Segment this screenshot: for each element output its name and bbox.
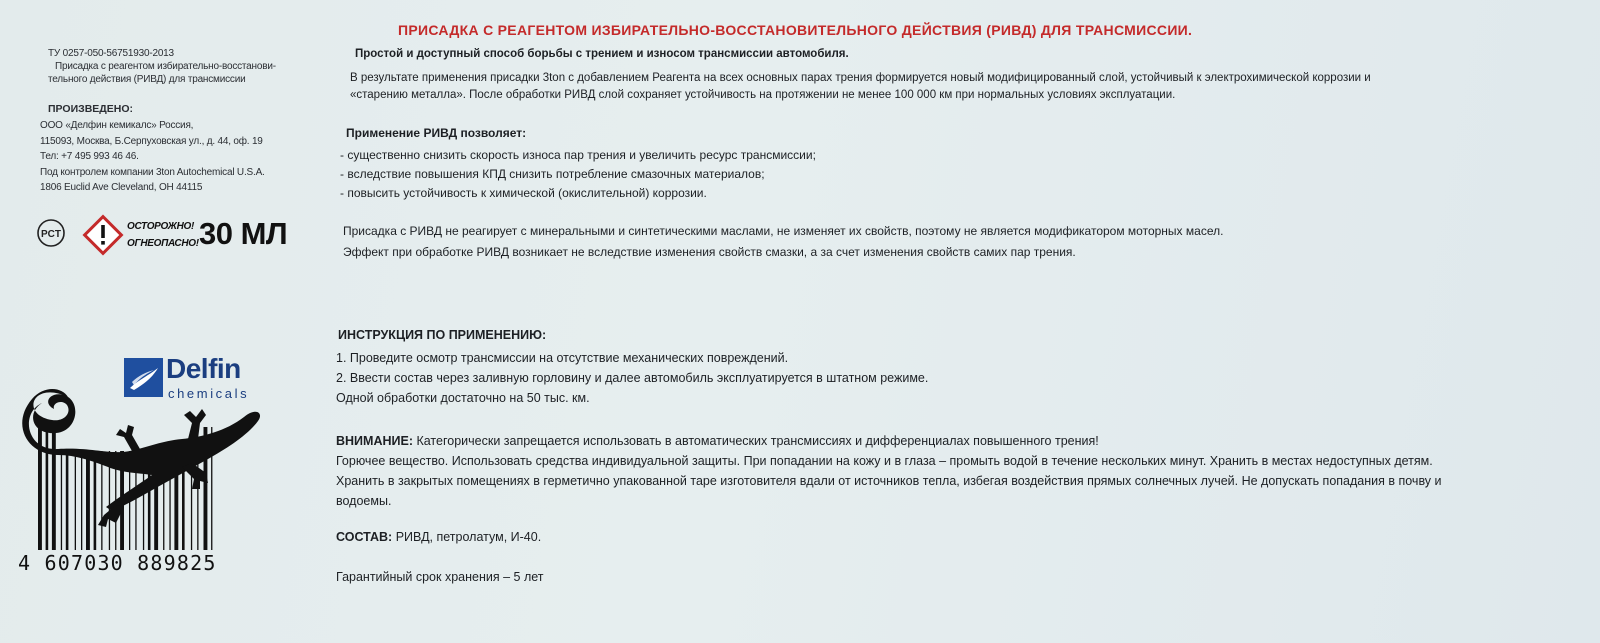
brand-subtitle: chemicals [168, 386, 250, 401]
attention-text: Категорически запрещается использовать в автоматических трансмиссиях и дифференциалах повышенного трения! [413, 434, 1099, 448]
warning-caution: ОСТОРОЖНО! [127, 221, 195, 232]
composition-label: СОСТАВ: [336, 530, 393, 544]
warning-text [127, 218, 199, 252]
barcode-bar [46, 427, 49, 550]
produced-title: ПРОИЗВЕДЕНО: [48, 103, 134, 115]
tu-line: тельного действия (РИВД) для трансмиссии [48, 74, 246, 85]
warning-flammable: ОГНЕОПАСНО! [127, 238, 199, 249]
composition [336, 530, 541, 544]
effect-paragraph [343, 221, 1223, 263]
composition-value: РИВД, петролатум, И-40. [392, 530, 542, 544]
tu-line: ТУ 0257-050-56751930-2013 [48, 48, 174, 59]
intro-title: Простой и доступный способ борьбы с трением и износом трансмиссии автомобиля. [355, 48, 849, 60]
barcode-bar [52, 427, 56, 550]
shelf-life: Гарантийный срок хранения – 5 лет [336, 570, 544, 584]
produced-line: 115093, Москва, Б.Серпуховская ул., д. 44, оф. 19 [40, 135, 263, 147]
description-paragraph [350, 70, 1371, 104]
barcode-bar [66, 451, 69, 550]
barcode-bar [61, 451, 62, 550]
produced-line: Тел: +7 495 993 46 46. [40, 151, 139, 162]
produced-line: 1806 Euclid Ave Cleveland, OH 44115 [40, 182, 203, 193]
instructions-list [336, 348, 928, 408]
attention-line: водоемы. [336, 494, 392, 508]
pct-certification-icon [36, 218, 66, 248]
paragraph-line: Присадка с РИВД не реагирует с минеральными и синтетическими маслами, не изменяет их свойств, поэтому не является модификатором моторных масел. [343, 224, 1224, 238]
barcode-bar [94, 451, 97, 550]
instruction-note: Одной обработки достаточно на 50 тыс. км. [336, 391, 590, 405]
instructions-title: ИНСТРУКЦИЯ ПО ПРИМЕНЕНИЮ: [338, 328, 547, 342]
benefits-list [340, 146, 816, 203]
delfin-logo-icon [124, 358, 163, 397]
flammable-hazard-icon [82, 214, 124, 256]
benefits-title: Применение РИВД позволяет: [346, 126, 527, 140]
paragraph-line: Эффект при обработке РИВД возникает не вследствие изменения свойств смазки, а за счет изменения свойств самих пар трения. [343, 245, 1076, 259]
tu-block [48, 47, 276, 86]
benefit-item: - существенно снизить скорость износа пар трения и увеличить ресурс трансмиссии; [340, 148, 816, 162]
svg-text:PCT: PCT [41, 229, 61, 240]
benefit-item: - вследствие повышения КПД снизить потребление смазочных материалов; [340, 167, 765, 181]
attention-line: Хранить в закрытых помещениях в герметично упакованной таре изготовителя вдали от источников тепла, избегая воздействия прямых солнечных лучей. Не допускать попадания в почву и [336, 474, 1442, 488]
barcode-bar [81, 451, 82, 550]
instruction-step: 1. Проведите осмотр трансмиссии на отсутствие механических повреждений. [336, 351, 789, 365]
tu-line: Присадка с реагентом избирательно-восстанови- [55, 61, 276, 72]
barcode-bar [101, 451, 102, 550]
volume-label: 30 МЛ [199, 216, 288, 251]
paragraph-line: «старению металла». После обработки РИВД слой сохраняет устойчивость на протяжении не менее 100 000 км при нормальных условиях эксплуатации. [350, 89, 1176, 101]
barcode-number: 4 607030 889825 [18, 551, 217, 575]
barcode-bar [75, 451, 76, 550]
product-title: ПРИСАДКА С РЕАГЕНТОМ ИЗБИРАТЕЛЬНО-ВОССТАНОВИТЕЛЬНОГО ДЕЙСТВИЯ (РИВД) ДЛЯ ТРАНСМИССИИ. [398, 22, 1193, 38]
produced-line: ООО «Делфин кемикалс» Россия, [40, 120, 194, 131]
attention-label: ВНИМАНИЕ: [336, 434, 413, 448]
paragraph-line: В результате применения присадки 3ton с добавлением Реагента на всех основных парах трения формируется новый модифицированный слой, устойчивый к электрохимической коррозии и [350, 72, 1371, 84]
barcode-bar [86, 451, 90, 550]
benefit-item: - повысить устойчивость к химической (окислительной) коррозии. [340, 186, 707, 200]
instruction-step: 2. Ввести состав через заливную горловину и далее автомобиль эксплуатируется в штатном режиме. [336, 371, 929, 385]
barcode-bar [197, 451, 198, 550]
gecko-icon [22, 389, 260, 511]
attention-line: Горючее вещество. Использовать средства индивидуальной защиты. При попадании на кожу и в глаза – промыть водой в течение нескольких минут. Хранить в местах недоступных детям. [336, 454, 1433, 468]
produced-block [40, 118, 265, 196]
brand-name: Delfin [166, 353, 241, 384]
attention-block [336, 431, 1442, 511]
produced-line: Под контролем компании 3ton Autochemical U.S.A. [40, 166, 265, 178]
